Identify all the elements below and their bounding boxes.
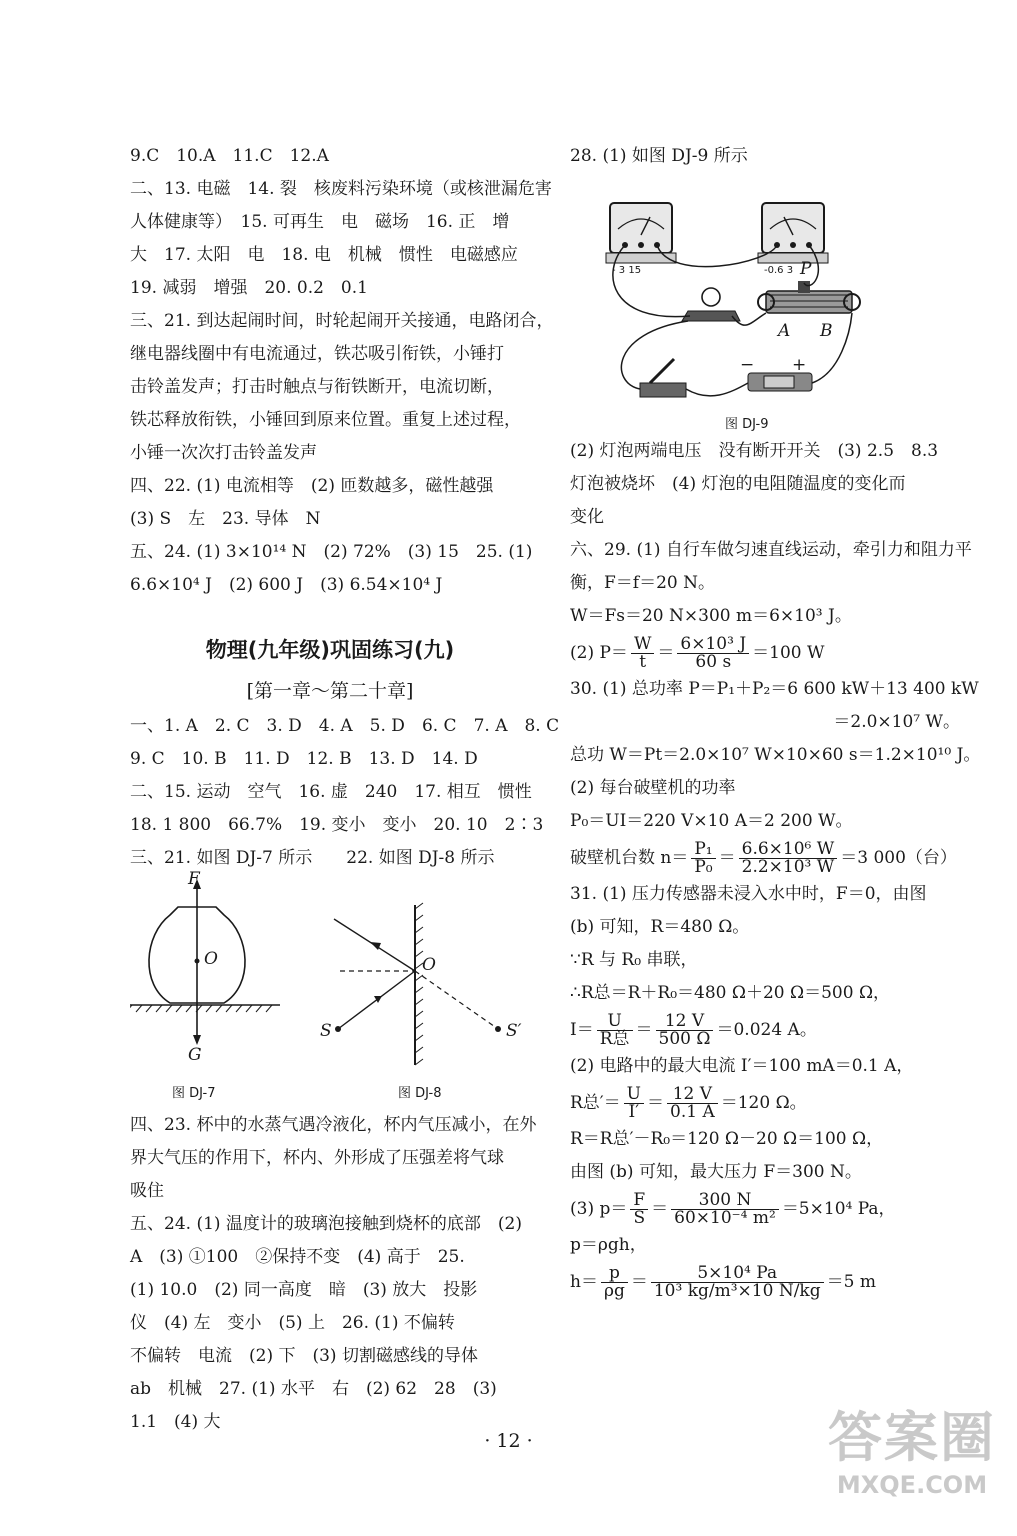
- answers-block-2: [130, 710, 560, 875]
- text-line: 9.C 10.A 11.C 12.A: [130, 146, 329, 166]
- denominator: R总: [599, 1029, 630, 1049]
- text-line: 30. (1) 总功率 P＝P₁＋P₂＝6 600 kW＋13 400 kW: [570, 679, 979, 699]
- denominator: I′: [628, 1102, 640, 1122]
- circuit-photo-diagram: [570, 173, 970, 413]
- eq-prefix: I＝: [570, 1020, 594, 1040]
- figure-dj8-caption: 图 DJ-8: [398, 1086, 442, 1101]
- eq-suffix: ＝5×10⁴ Pa，: [781, 1199, 896, 1219]
- denominator: 2.2×10³ W: [741, 857, 835, 877]
- figure-dj7: [130, 869, 300, 1101]
- eq-prefix: (3) p＝: [570, 1199, 628, 1219]
- terminal-b-label: B: [820, 321, 833, 341]
- numerator: 5×10⁴ Pa: [651, 1265, 824, 1283]
- fraction: [677, 636, 749, 671]
- image-s-prime-label: S′: [506, 1021, 522, 1041]
- text-line: 18. 1 800 66.7% 19. 变小 变小 20. 10 2∶3: [130, 815, 544, 835]
- text-line: 19. 减弱 增强 20. 0.2 0.1: [130, 278, 368, 298]
- numerator: F: [630, 1192, 648, 1210]
- text-line: 由图 (b) 可知，最大压力 F＝300 N。: [570, 1162, 862, 1182]
- figure-dj8: [320, 875, 520, 1100]
- eq-suffix: ＝100 W: [752, 643, 825, 663]
- answers-block-5: [570, 673, 981, 838]
- text-line: (2) 每台破壁机的功率: [570, 778, 736, 798]
- text-line: ab 机械 27. (1) 水平 右 (2) 62 28 (3): [130, 1379, 497, 1399]
- answers-block-4: [570, 435, 970, 633]
- text-line: W＝Fs＝20 N×300 m＝6×10³ J。: [570, 606, 852, 626]
- text-line: 三、21. 如图 DJ-7 所示 22. 如图 DJ-8 所示: [130, 848, 495, 868]
- right-column: [570, 140, 981, 1302]
- answers-block-7: [570, 1123, 970, 1189]
- figure-dj9: [570, 173, 970, 435]
- text-line: 31. (1) 压力传感器未浸入水中时，F＝0，由图: [570, 884, 927, 904]
- text-line: R＝R总′－R₀＝120 Ω－20 Ω＝100 Ω，: [570, 1129, 884, 1149]
- denominator: 10³ kg/m³×10 N/kg: [653, 1281, 821, 1301]
- text-line: ∴R总＝R＋R₀＝480 Ω＋20 Ω＝500 Ω，: [570, 983, 891, 1003]
- text-line: 界大气压的作用下，杯内、外形成了压强差将气球: [130, 1148, 504, 1168]
- numerator: 300 N: [671, 1192, 779, 1210]
- numerator: U: [597, 1013, 633, 1031]
- watermark-url: MXQE.COM: [836, 1471, 988, 1499]
- numerator: p: [601, 1265, 628, 1283]
- left-column: [130, 140, 560, 1439]
- answers-block-6: [570, 878, 970, 1010]
- denominator: t: [639, 652, 647, 672]
- eq-equals: ＝: [657, 643, 675, 663]
- fraction: [656, 1013, 714, 1048]
- text-line: 9. C 10. B 11. D 12. B 13. D 14. D: [130, 749, 478, 769]
- denominator: S: [633, 1208, 646, 1228]
- numerator: 12 V: [656, 1013, 714, 1031]
- count-equation: 破壁机台数 n＝ $\frac{\text{P₁}}{\text{P₀}}$ ＝ $\frac{\text{6.6×10⁶ W}}{\text{2.2×10³ W}}$ ＝3 000（台）: [570, 839, 957, 877]
- max-current-line: (2) 电路中的最大电流 I′＝100 mA＝0.1 A，: [570, 1056, 914, 1076]
- eq-suffix: ＝120 Ω。: [720, 1093, 807, 1113]
- text-line: 吸住: [130, 1181, 164, 1201]
- denominator: 60 s: [695, 652, 732, 672]
- watermark-text: 答案圈: [828, 1406, 996, 1469]
- numerator: 12 V: [667, 1086, 718, 1104]
- page-number: · 12 ·: [484, 1430, 533, 1452]
- text-line: 五、24. (1) 温度计的玻璃泡接触到烧杯的底部 (2): [130, 1214, 523, 1234]
- eq-prefix: (2) P＝: [570, 643, 628, 663]
- answers-block-3: [130, 1109, 537, 1439]
- fraction: [624, 1086, 644, 1121]
- text-line: 铁芯释放衔铁，小锤回到原来位置。重复上述过程，: [130, 410, 521, 430]
- fraction: [671, 1192, 779, 1227]
- q28-heading: 28. (1) 如图 DJ-9 所示: [570, 146, 748, 166]
- denominator: P₀: [694, 857, 713, 877]
- answers-block-1: [130, 140, 554, 602]
- text-line: 总功 W＝Pt＝2.0×10⁷ W×10×60 s＝1.2×10¹⁰ J。: [570, 745, 981, 765]
- text-line: 一、1. A 2. C 3. D 4. A 5. D 6. C 7. A 8. C: [130, 716, 560, 736]
- power-equation: [570, 633, 970, 673]
- figure-dj9-caption: 图 DJ-9: [725, 417, 769, 432]
- text-line: (3) S 左 23. 导体 N: [130, 509, 321, 529]
- text-line: P₀＝UI＝220 V×10 A＝2 200 W。: [570, 811, 853, 831]
- text-line: ∵R 与 R₀ 串联，: [570, 950, 698, 970]
- fraction: [691, 841, 715, 876]
- section-title: 物理(九年级)巩固练习(九): [205, 638, 455, 662]
- current-equation: I＝ $\frac{U}{\text{R总}}$ ＝ $\frac{12 V}{500 \Omega}$ ＝0.024 A。: [570, 1011, 817, 1049]
- text-line: (1) 10.0 (2) 同一高度 暗 (3) 放大 投影: [130, 1280, 478, 1300]
- text-line: 四、22. (1) 电流相等 (2) 匝数越多，磁性越强: [130, 476, 494, 496]
- fraction: [601, 1265, 628, 1300]
- battery-plus-label: +: [792, 355, 807, 375]
- rho-line: p＝ρgh，: [570, 1235, 647, 1255]
- text-line: 大 17. 太阳 电 18. 电 机械 惯性 电磁感应: [130, 245, 518, 265]
- text-line: (b) 可知，R＝480 Ω。: [570, 917, 750, 937]
- eq-prefix: R总′＝: [570, 1093, 621, 1113]
- eq-prefix: 破壁机台数 n＝: [570, 848, 689, 868]
- fraction: [597, 1013, 633, 1048]
- gravity-g-label: G: [188, 1045, 202, 1065]
- text-line: 小锤一次次打击铃盖发声: [130, 443, 317, 463]
- text-line: 灯泡被烧坏 (4) 灯泡的电阻随温度的变化而: [570, 474, 906, 494]
- text-line: 五、24. (1) 3×10¹⁴ N (2) 72% (3) 15 25. (1): [130, 542, 533, 562]
- ammeter-scale: -0.6 3: [764, 265, 794, 276]
- resistance-equation: R总′＝ $\frac{U}{I'}$ ＝ $\frac{12 V}{0.1 A}$ ＝120 Ω。: [570, 1084, 807, 1122]
- numerator: 6×10³ J: [677, 636, 749, 654]
- text-line: 六、29. (1) 自行车做匀速直线运动，牵引力和阻力平: [570, 540, 972, 560]
- mirror-reflection-diagram: [320, 875, 520, 1075]
- text-line: 四、23. 杯中的水蒸气遇冷液化，杯内气压减小，在外: [130, 1115, 537, 1135]
- text-line: 仪 (4) 左 变小 (5) 上 26. (1) 不偏转: [130, 1313, 455, 1333]
- source-s-label: S: [320, 1021, 332, 1041]
- text-line: 击铃盖发声；打击时触点与衔铁断开，电流切断，: [130, 377, 504, 397]
- flask-force-diagram: [130, 875, 300, 1075]
- figure-dj7-caption: 图 DJ-7: [172, 1086, 216, 1101]
- numerator: W: [631, 636, 654, 654]
- depth-equation: h＝ $\frac{p}{\rho g}$ ＝ $\frac{\text{5×10⁴ Pa}}{\text{10³ kg/m³×10 N/kg}}$ ＝5 m: [570, 1263, 876, 1301]
- fraction: [667, 1086, 718, 1121]
- eq-suffix: ＝3 000（台）: [840, 848, 957, 868]
- text-line: 继电器线圈中有电流通过，铁芯吸引衔铁，小锤打: [130, 344, 504, 364]
- text-line: 三、21. 到达起闹时间，时轮起闹开关接通，电路闭合，: [130, 311, 554, 331]
- watermark-logo: [827, 1406, 997, 1526]
- fraction: [630, 1192, 648, 1227]
- eq-prefix: h＝: [570, 1272, 598, 1292]
- text-line: 6.6×10⁴ J (2) 600 J (3) 6.54×10⁴ J: [130, 575, 443, 595]
- text-line: 衡，F＝f＝20 N。: [570, 573, 715, 593]
- text-line: ＝2.0×10⁷ W。: [833, 712, 960, 732]
- text-line: 二、13. 电磁 14. 裂 核废料污染环境（或核泄漏危害: [130, 179, 552, 199]
- text-line: A (3) ①100 ②保持不变 (4) 高于 25.: [130, 1247, 465, 1267]
- slider-p-label: P: [800, 259, 812, 279]
- text-line: 不偏转 电流 (2) 下 (3) 切割磁感线的导体: [130, 1346, 478, 1366]
- fraction: [651, 1265, 824, 1300]
- fraction: [631, 636, 654, 671]
- terminal-a-label: A: [778, 321, 791, 341]
- eq-suffix: ＝5 m: [826, 1272, 876, 1292]
- pressure-equation: (3) p＝ $\frac{F}{S}$ ＝ $\frac{300 N}{\text{60×10⁻⁴ m²}}$ ＝5×10⁴ Pa，: [570, 1190, 896, 1228]
- figures-row: [130, 869, 530, 1105]
- battery-minus-label: −: [740, 355, 755, 375]
- numerator: P₁: [691, 841, 715, 859]
- numerator: U: [624, 1086, 644, 1104]
- fraction: [739, 841, 838, 876]
- text-line: 人体健康等） 15. 可再生 电 磁场 16. 正 增: [130, 212, 510, 232]
- text-line: (2) 灯泡两端电压 没有断开开关 (3) 2.5 8.3: [570, 441, 939, 461]
- denominator: 60×10⁻⁴ m²: [674, 1208, 776, 1228]
- numerator: 6.6×10⁶ W: [739, 841, 838, 859]
- center-o-label: O: [204, 949, 218, 969]
- eq-suffix: ＝0.024 A。: [716, 1020, 817, 1040]
- text-line: 1.1 (4) 大: [130, 1412, 221, 1432]
- point-o-label: O: [422, 955, 436, 975]
- text-line: 二、15. 运动 空气 16. 虚 240 17. 相互 惯性: [130, 782, 532, 802]
- force-f-label: F: [188, 869, 200, 889]
- text-line: 变化: [570, 507, 604, 527]
- denominator: 0.1 A: [670, 1102, 715, 1122]
- voltmeter-scale: - 3 15: [612, 265, 642, 276]
- section-subtitle: [第一章～第二十章]: [246, 680, 414, 702]
- denominator: 500 Ω: [658, 1029, 711, 1049]
- denominator: ρg: [603, 1281, 625, 1301]
